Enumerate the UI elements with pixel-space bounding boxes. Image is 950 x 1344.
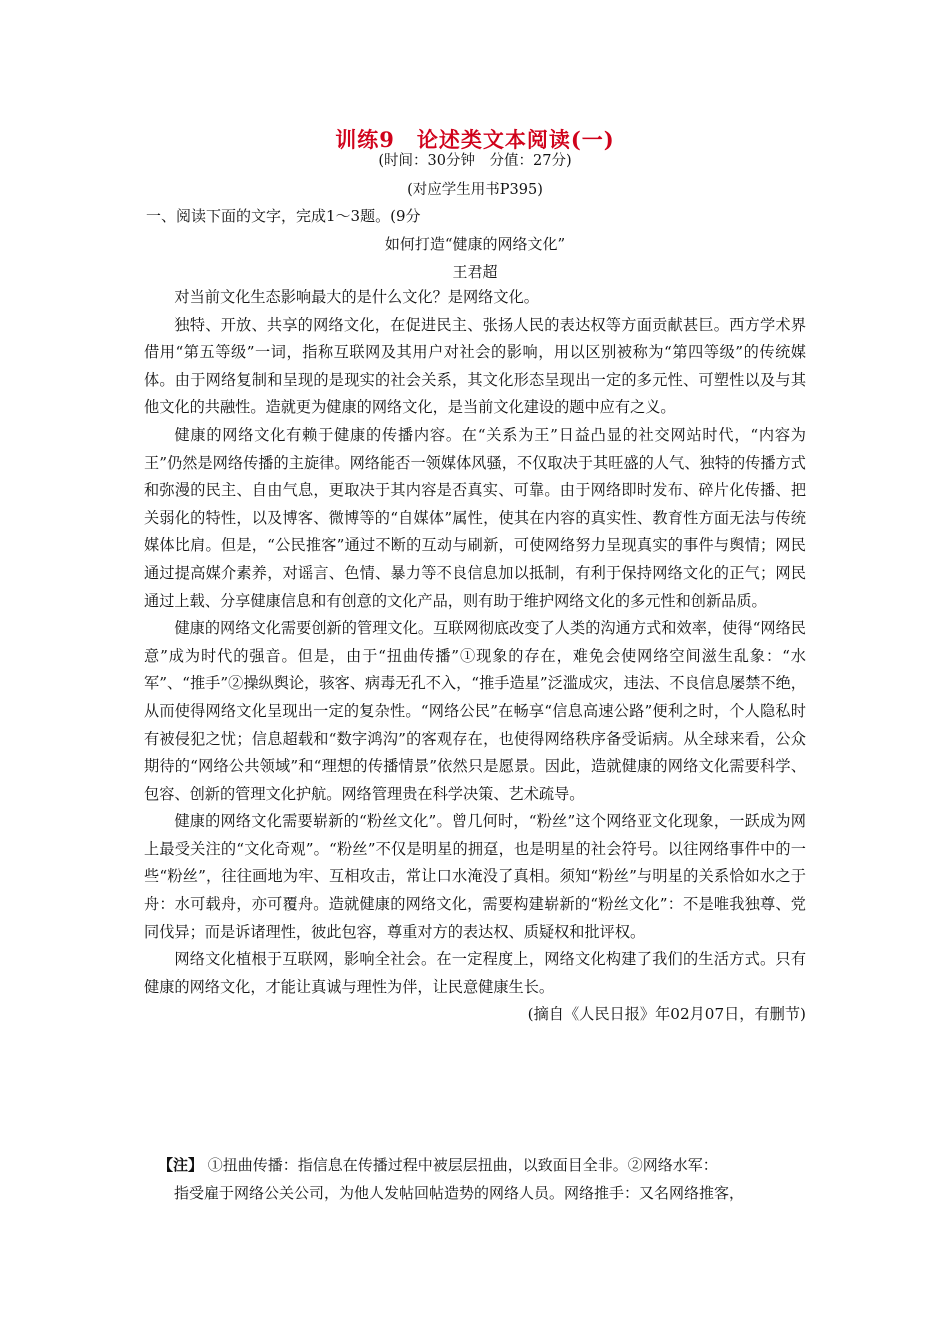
paragraph-3: 健康的网络文化有赖于健康的传播内容。在“关系为王”日益凸显的社交网站时代，“内容为王”仍然是网络传播的主旋律。网络能否一领媒体风骚，不仅取决于其旺盛的人气、独特的传播方式和弥漫的民主、自由气息，更取决于其内容是否真实、可靠。由于网络即时发布、碎片化传播、把关弱化的特性，以及博客、微博等的“自媒体”属性，使其在内容的真实性、教育性方面无法与传统媒体比肩。但是，“公民推客”通过不断的互动与刷新，可使网络努力呈现真实的事件与舆情；网民通过提高媒介素养，对谣言、色情、暴力等不良信息加以抵制，有利于保持网络文化的正气；网民通过上载、分享健康信息和有创意的文化产品，则有助于维护网络文化的多元性和创新品质。: [144, 425, 806, 610]
footnote-line-1: [158, 1151, 818, 1179]
paragraph-2: 独特、开放、共享的网络文化，在促进民主、张扬人民的表达权等方面贡献甚巨。西方学术界借用“第五等级”一词，指称互联网及其用户对社会的影响，用以区别被称为“第四等级”的传统媒体。由于网络复制和呈现的是现实的社会关系，其文化形态呈现出一定的多元性、可塑性以及与其他文化的共融性。造就更为健康的网络文化，是当前文化建设的题中应有之义。: [144, 315, 806, 417]
paragraph-6: 网络文化植根于互联网，影响全社会。在一定程度上，网络文化构建了我们的生活方式。只有健康的网络文化，才能让真诚与理性为伴，让民意健康生长。: [144, 950, 806, 996]
paragraph-1: 对当前文化生态影响最大的是什么文化？是网络文化。: [174, 288, 539, 306]
article-title: 如何打造“健康的网络文化”: [384, 235, 566, 253]
section-heading: 一、阅读下面的文字，完成1～3题。(9分: [146, 207, 421, 225]
article-author: 王君超: [452, 263, 498, 281]
paragraph-5: 健康的网络文化需要崭新的“粉丝文化”。曾几何时，“粉丝”这个网络亚文化现象，一跃成为网上最受关注的“文化奇观”。“粉丝”不仅是明星的拥趸，也是明星的社会符号。以往网络事件中的一些“粉丝”，往往画地为牢、互相攻击，常让口水淹没了真相。须知“粉丝”与明星的关系恰如水之于舟：水可载舟，亦可覆舟。造就健康的网络文化，需要构建崭新的“粉丝文化”：不是唯我独尊、党同伐异；而是诉诸理性，彼此包容，尊重对方的表达权、质疑权和批评权。: [144, 812, 806, 941]
article-source: (摘自《人民日报》年02月07日，有删节): [527, 1005, 806, 1024]
time-score-info: (时间：30分钟 分值：27分): [378, 153, 572, 169]
footnote-label: 【注】: [158, 1156, 204, 1174]
book-reference: (对应学生用书P395): [407, 182, 543, 198]
article-body: [144, 284, 806, 1029]
paragraph-4: 健康的网络文化需要创新的管理文化。互联网彻底改变了人类的沟通方式和效率，使得“网络民意”成为时代的强音。但是，由于“扭曲传播”①现象的存在，难免会使网络空间滋生乱象：“水军”、“推手”②操纵舆论，骇客、病毒无孔不入，“推手造星”泛滥成灾，违法、不良信息屡禁不绝，从而使得网络文化呈现出一定的复杂性。“网络公民”在畅享“信息高速公路”便利之时，个人隐私时有被侵犯之忧；信息超载和“数字鸿沟”的客观存在，也使得网络秩序备受诟病。从全球来看，公众期待的“网络公共领域”和“理想的传播情景”依然只是愿景。因此，造就健康的网络文化需要科学、包容、创新的管理文化护航。网络管理贵在科学决策、艺术疏导。: [144, 619, 806, 803]
page-title: 训练9 论述类文本阅读(一): [335, 127, 615, 152]
footnote: [158, 1151, 818, 1207]
footnote-line-2: 指受雇于网络公关公司，为他人发帖回帖造势的网络人员。网络推手：又名网络推客，: [174, 1184, 745, 1202]
footnote-text-1: ①扭曲传播：指信息在传播过程中被层层扭曲，以致面目全非。②网络水军：: [207, 1156, 718, 1174]
